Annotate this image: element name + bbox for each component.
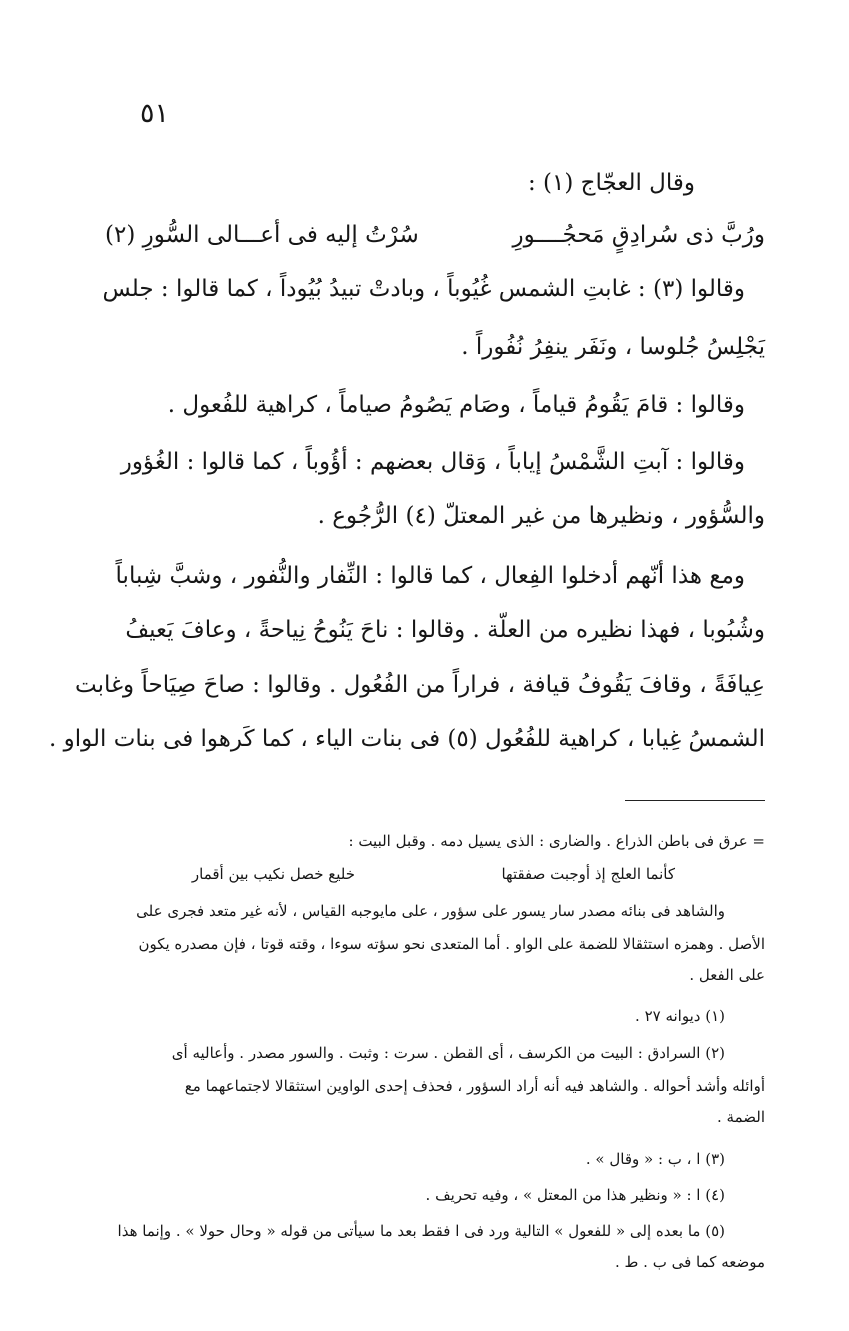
text-line: عِيافَةً ، وقافَ يَقُوفُ قيافة ، فراراً من الفُعُول . وقالوا : صاحَ صِيَاحاً وغابت [75,672,765,698]
footnote-line: (٣) ا ، ب : « وقال » . [585,1150,725,1168]
text-line: وقالوا : قامَ يَقُومُ قياماً ، وصَام يَصُومُ صياماً ، كراهية للفُعول . [167,392,745,418]
footnote-line: على الفعل . [689,966,765,984]
footnote-line: = عرق فى باطن الذراع . والضارى : الذى يسيل دمه . وقبل البيت : [348,832,765,850]
verse-second-hemistich: سُرْتُ إليه فى أعـــالى السُّورِ (٢) [105,222,419,248]
page-number: ٥١ [140,98,170,129]
cited-verse-first: كأنما العلج إذ أوجبت صفقتها [501,865,675,883]
footnote-line: (١) ديوانه ٢٧ . [635,1007,725,1025]
footnote-line: أوائله وأشد أحواله . والشاهد فيه أنه أراد السؤور ، فحذف إحدى الواوين استثقالا لاجتماعهما مع [184,1077,765,1095]
footnote-line: والشاهد فى بنائه مصدر سار يسور على سؤور ، على مايوجبه القياس ، لأنه غير متعد فجرى على [136,902,725,920]
verse [105,222,765,262]
footnote-divider [625,800,765,801]
text-line: وقالوا (٣) : غابتِ الشمس غُيُوباً ، وبادتْ تبيدُ بُيُوداً ، كما قالوا : جلس [102,276,745,302]
text-line: وشُبُوبا ، فهذا نظيره من العلّة . وقالوا : ناحَ يَنُوحُ نِياحةً ، وعافَ يَعيفُ [125,617,765,643]
footnote-line: الأصل . وهمزه استثقالا للضمة على الواو . أما المتعدى نحو سؤته سوءا ، وقته قوتا ، فإن مصدره يكون [138,935,765,953]
footnote-line: (٤) ا : « ونظير هذا من المعتل » ، وفيه تحريف . [425,1186,725,1204]
text-line: والسُّؤور ، ونظيرها من غير المعتلّ (٤) الرُّجُوع . [317,503,765,529]
cited-verse-second: خليع خصل نكيب بين أقمار [191,865,355,883]
text-line: وقالوا : آبتِ الشَّمْسُ إياباً ، وَقال بعضهم : أؤُوباً ، كما قالوا : الغُؤور [120,449,745,475]
footnote-line: (٥) ما بعده إلى « للفعول » التالية ورد فى ا فقط بعد ما سيأتى من قوله « وحال حولا » . وإنما هذا [117,1222,725,1240]
text-line: الشمسُ غِيابا ، كراهية للفُعُول (٥) فى بنات الياء ، كما كَرهوا فى بنات الواو . [49,726,765,752]
text-line: ومع هذا أنّهم أدخلوا الفِعال ، كما قالوا : النِّفار والنُّفور ، وشبَّ شِباباً [115,563,745,589]
footnote-line: (٢) السرادق : البيت من الكرسف ، أى القطن . سرت : وثبت . والسور مصدر . وأعاليه أى [171,1044,725,1062]
verse-first-hemistich: ورُبَّ ذى سُرادِقٍ مَحجُــــورِ [512,222,765,248]
text-line: يَجْلِسُ جُلوسا ، ونَفَر ينفِرُ نُفُوراً . [461,334,765,360]
text-line: وقال العجّاج (١) : [527,170,695,196]
footnote-line: الضمة . [717,1108,765,1126]
footnote-line: موضعه كما فى ب . ط . [615,1253,765,1271]
